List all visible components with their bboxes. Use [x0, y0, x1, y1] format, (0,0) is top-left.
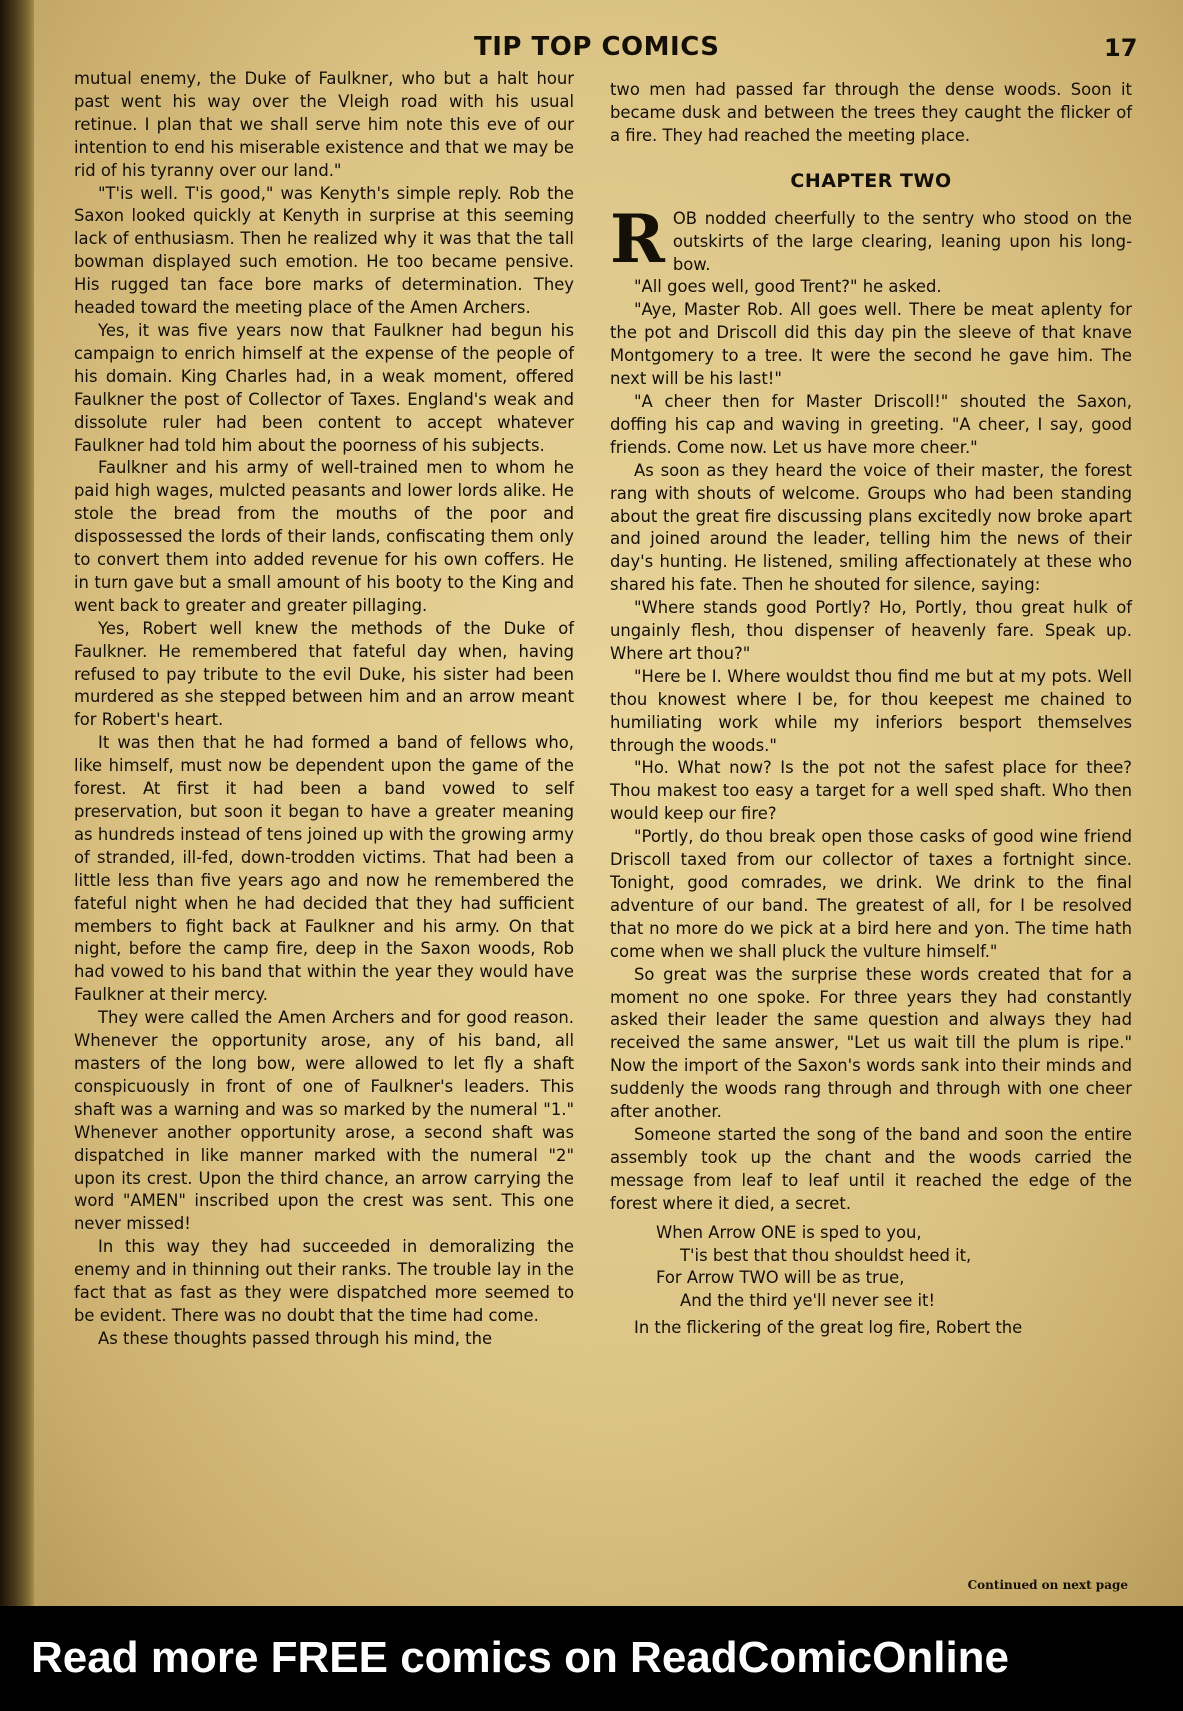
verse-line: And the third ye'll never see it!	[680, 1291, 936, 1311]
story-paragraph: They were called the Amen Archers and for good reason. Whenever the opportunity arose, any of his band, all masters of the long bow, were allowed to let fly a shaft conspicuously in front of one of Faulkner's leaders. This shaft was a warning and was so marked by the numeral "1." Whenever another opportunity arose, a second shaft was dispatched in like manner marked with the numeral "2" upon its crest. Upon the third chance, an arrow carrying the word "AMEN" inscribed upon the crest was sent. This one never missed!	[74, 1008, 574, 1234]
verse-line: T'is best that thou shouldst heed it,	[680, 1245, 972, 1265]
verse-line: When Arrow ONE is sped to you,	[656, 1222, 922, 1242]
page-header-title: TIP TOP COMICS	[474, 32, 720, 62]
story-paragraph: As soon as they heard the voice of their master, the forest rang with shouts of welcome. Groups who had been standing about the great fire discussing plans excitedly now broke apart and joined around the leader, telling him the news of their day's hunting. He listened, smiling affectionately at these who shared his fate. Then he shouted for silence, saying:	[610, 460, 1132, 595]
left-text-column	[74, 68, 574, 1351]
chapter-heading: CHAPTER TWO	[790, 169, 952, 192]
story-paragraph: "Aye, Master Rob. All goes well. There be meat aplenty for the pot and Driscoll did this day pin the sleeve of that knave Montgomery to a tree. It were the second he gave him. The next will be his last!"	[610, 300, 1132, 389]
story-paragraph: Faulkner and his army of well-trained men to whom he paid high wages, mulcted peasants and lower lords alike. He stole the bread from the mouths of the poor and dispossessed the lords of their lands, confiscating them only to convert them into added revenue for his own coffers. He in turn gave but a small amount of his booty to the King and went back to greater and greater pillaging.	[74, 458, 574, 615]
story-paragraph: Someone started the song of the band and soon the entire assembly took up the chant and the woods carried the message from leaf to leaf until it reached the edge of the forest where it died, a secret.	[610, 1124, 1132, 1213]
story-paragraph: "T'is well. T'is good," was Kenyth's simple reply. Rob the Saxon looked quickly at Kenyth in surprise at this seeming lack of enthusiasm. Then he realized why it was that the tall bowman displayed such emotion. He too became pensive. His rugged tan face bore marks of determination. They headed toward the meeting place of the Amen Archers.	[74, 183, 574, 318]
story-paragraph: As these thoughts passed through his mind, the	[98, 1328, 493, 1348]
story-paragraph: "Here be I. Where wouldst thou find me but at my pots. Well thou knowest where I be, for thou keepest me chained to humiliating work while my inferiors besport themselves through the woods."	[610, 666, 1132, 755]
story-paragraph: "Where stands good Portly? Ho, Portly, thou great hulk of ungainly flesh, thou dispenser of heavenly fare. Speak up. Where art thou?"	[610, 598, 1132, 663]
story-paragraph: "All goes well, good Trent?" he asked.	[634, 277, 942, 297]
continued-note: Continued on next page	[967, 1578, 1128, 1592]
promo-banner-text[interactable]: Read more FREE comics on ReadComicOnline	[31, 1633, 1010, 1682]
story-paragraph: Yes, Robert well knew the methods of the Duke of Faulkner. He remembered that fateful day when, having refused to pay tribute to the evil Duke, his sister had been murdered as she stepped between him and an arrow meant for Robert's heart.	[74, 618, 574, 730]
story-paragraph: In this way they had succeeded in demoralizing the enemy and in thinning out their ranks. The trouble lay in the fact that as fast as they were dispatched more seemed to be evident. There was no doubt that the time had come.	[74, 1237, 574, 1325]
right-text-column	[610, 79, 1132, 1340]
comic-page	[34, 0, 1183, 1606]
story-paragraph: mutual enemy, the Duke of Faulkner, who but a halt hour past went his way over the Vleigh road with his usual retinue. I plan that we shall serve him note this eve of our intention to end his miserable existence and that we may be rid of his tyranny over our land."	[74, 69, 574, 180]
verse-line: For Arrow TWO will be as true,	[656, 1268, 905, 1288]
story-paragraph: "Portly, do thou break open those casks of good wine friend Driscoll taxed from our collector of taxes a fortnight since. Tonight, good comrades, we drink. We drink to the final adventure of our band. The greatest of all, for I be resolved that no more do we pick at a bird here and yon. The time hath come when we shall pluck the vulture himself."	[610, 827, 1132, 961]
story-paragraph: So great was the surprise these words created that for a moment no one spoke. For three years they had constantly asked their leader the same question and always they had received the same answer, "Let us wait till the plum is ripe." Now the import of the Saxon's words sank into their minds and suddenly the woods rang through and through with one cheer after another.	[610, 964, 1132, 1122]
story-paragraph	[610, 199, 1132, 278]
drop-cap-paragraph-text: OB nodded cheerfully to the sentry who stood on the outskirts of the large clearing, leaning upon his long-bow.	[672, 208, 1132, 274]
page-number: 17	[1104, 34, 1138, 62]
story-paragraph: It was then that he had formed a band of fellows who, like himself, must now be dependent upon the game of the forest. At first it had been a band vowed to self preservation, but soon it began to have a greater meaning as hundreds instead of tens joined up with the growing army of stranded, ill-fed, down-trodden victims. That had been a little less than five years ago and now he remembered the fateful night when he had decided that they had sufficient members to fight back at Faulkner and his army. On that night, before the camp fire, deep in the Saxon woods, Rob had vowed to his band that within the year they would have Faulkner at their mercy.	[74, 733, 574, 1005]
song-verse	[610, 1222, 1132, 1314]
story-paragraph: In the flickering of the great log fire, Robert the	[634, 1318, 1023, 1338]
drop-cap: R	[610, 199, 665, 278]
story-paragraph: "A cheer then for Master Driscoll!" shouted the Saxon, doffing his cap and waving in greeting. "A cheer, I say, good friends. Come now. Let us have more cheer."	[610, 391, 1132, 457]
story-paragraph: "Ho. What now? Is the pot not the safest place for thee? Thou makest too easy a target for a well sped shaft. Who then would keep our fire?	[610, 758, 1132, 824]
page-binding-edge	[0, 0, 34, 1606]
promo-banner[interactable]	[0, 1606, 1183, 1711]
story-paragraph: two men had passed far through the dense woods. Soon it became dusk and between the trees they caught the flicker of a fire. They had reached the meeting place.	[610, 80, 1132, 145]
story-paragraph: Yes, it was five years now that Faulkner had begun his campaign to enrich himself at the expense of the people of his domain. King Charles had, in a weak moment, offered Faulkner the post of Collector of Taxes. England's weak and dissolute ruler had been content to accept whatever Faulkner had told him about the poorness of his subjects.	[74, 320, 574, 455]
